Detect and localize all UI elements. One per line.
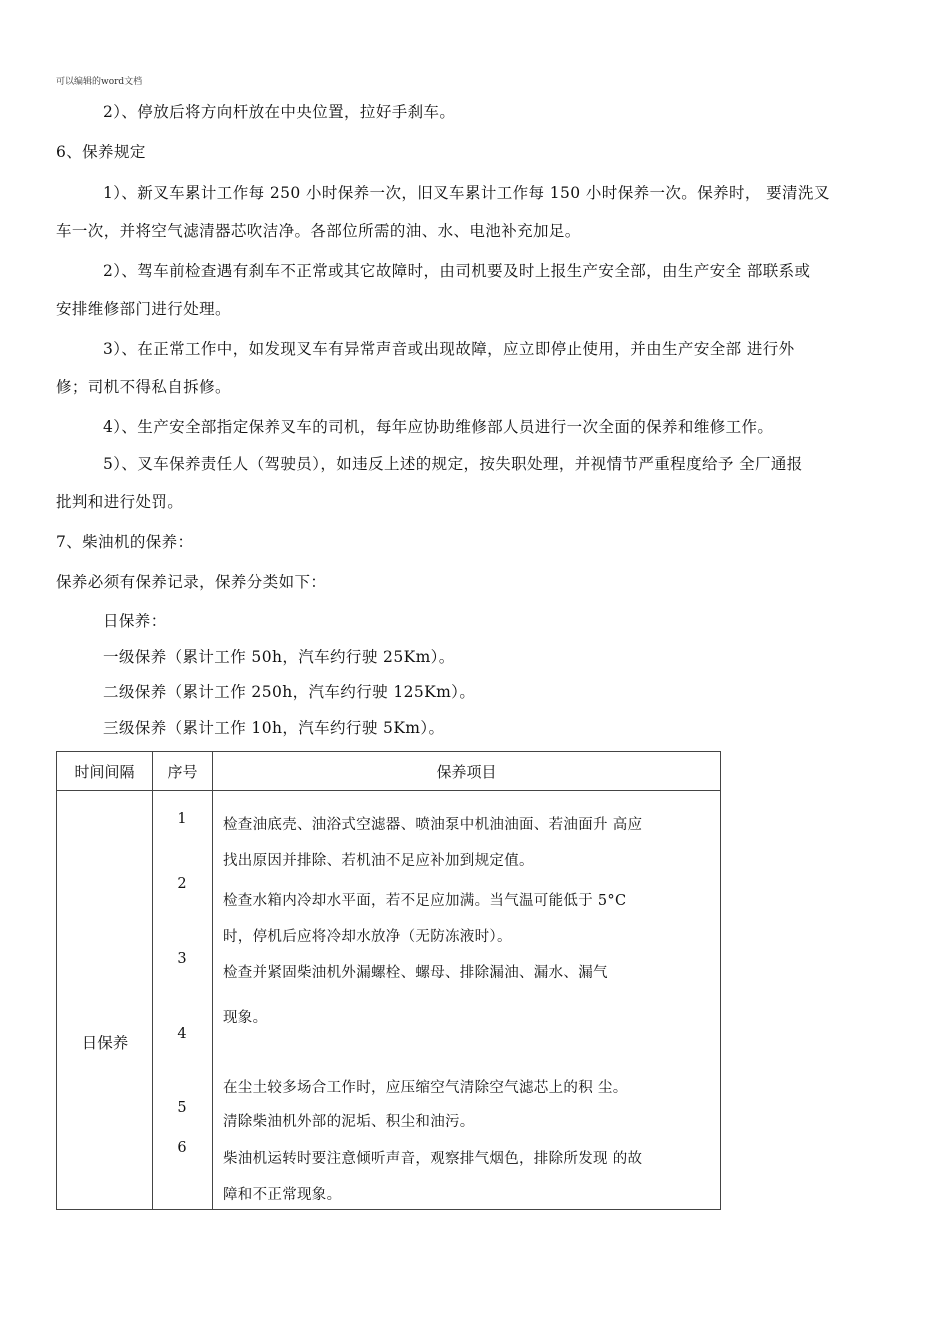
item-number: 4 [177, 1026, 187, 1042]
interval-cell [57, 791, 153, 1210]
section-6-heading: 6、保养规定 [56, 143, 146, 161]
table-row [57, 791, 721, 1210]
header-number: 序号 [153, 752, 213, 791]
header-item: 保养项目 [213, 752, 721, 791]
header-note: 可以编辑的word文档 [56, 77, 143, 87]
class-level-2: 二级保养（累计工作 250h，汽车约行驶 125Km）。 [103, 683, 476, 701]
number-cell [153, 791, 213, 1210]
item-2-line2: 时，停机后应将冷却水放净（无防冻液时）。 [223, 929, 512, 945]
item-1-line2: 找出原因并排除、若机油不足应补加到规定值。 [223, 853, 534, 869]
paragraph-6-5-line2: 批判和进行处罚。 [56, 493, 184, 511]
item-1-line1: 检查油底壳、油浴式空滤器、喷油泵中机油油面、若油面升 高应 [223, 817, 643, 833]
maintenance-table [56, 751, 721, 1210]
interval-label: 日保养 [81, 1034, 129, 1052]
paragraph-6-2-line2: 安排维修部门进行处理。 [56, 300, 231, 318]
paragraph-6-1-line2: 车一次，并将空气滤清器芯吹洁净。各部位所需的油、水、电池补充加足。 [56, 222, 581, 240]
item-4: 在尘土较多场合工作时，应压缩空气清除空气滤芯上的积 尘。 [223, 1080, 628, 1096]
item-number: 6 [177, 1140, 187, 1156]
item-number: 5 [177, 1100, 187, 1116]
item-number: 2 [177, 876, 187, 892]
item-cell [213, 791, 721, 1210]
paragraph-6-1-line1: 1）、新叉车累计工作每 250 小时保养一次，旧叉车累计工作每 150 小时保养一次。保养时， 要清洗叉 [103, 184, 830, 202]
paragraph-park-2: 2）、停放后将方向杆放在中央位置，拉好手刹车。 [103, 103, 456, 121]
paragraph-7-intro: 保养必须有保养记录，保养分类如下： [56, 573, 327, 591]
item-number: 3 [177, 951, 187, 967]
item-3-line2: 现象。 [223, 1010, 268, 1026]
class-level-3: 三级保养（累计工作 10h，汽车约行驶 5Km）。 [103, 719, 445, 737]
class-level-1: 一级保养（累计工作 50h，汽车约行驶 25Km）。 [103, 648, 455, 666]
item-6-line1: 柴油机运转时要注意倾听声音，观察排气烟色，排除所发现 的故 [223, 1151, 643, 1167]
item-6-line2: 障和不正常现象。 [223, 1187, 342, 1203]
header-interval: 时间间隔 [57, 752, 153, 791]
paragraph-6-2-line1: 2）、驾车前检查遇有刹车不正常或其它故障时，由司机要及时上报生产安全部，由生产安全 部联系或 [103, 262, 811, 280]
table-header-row [57, 752, 721, 791]
section-7-heading: 7、柴油机的保养： [56, 533, 194, 551]
paragraph-6-3-line1: 3）、在正常工作中，如发现叉车有异常声音或出现故障，应立即停止使用，并由生产安全部 进行外 [103, 340, 795, 358]
paragraph-6-5-line1: 5）、叉车保养责任人（驾驶员），如违反上述的规定，按失职处理，并视情节严重程度给予 全厂通报 [103, 455, 803, 473]
item-number: 1 [177, 811, 187, 827]
paragraph-6-4: 4）、生产安全部指定保养叉车的司机，每年应协助维修部人员进行一次全面的保养和维修工作。 [103, 418, 774, 436]
item-3-line1: 检查并紧固柴油机外漏螺栓、螺母、排除漏油、漏水、漏气 [223, 965, 608, 981]
paragraph-6-3-line2: 修；司机不得私自拆修。 [56, 378, 231, 396]
item-5: 清除柴油机外部的泥垢、积尘和油污。 [223, 1114, 475, 1130]
class-daily: 日保养： [103, 612, 167, 630]
item-2-line1: 检查水箱内冷却水平面，若不足应加满。当气温可能低于 5°C [223, 893, 627, 909]
